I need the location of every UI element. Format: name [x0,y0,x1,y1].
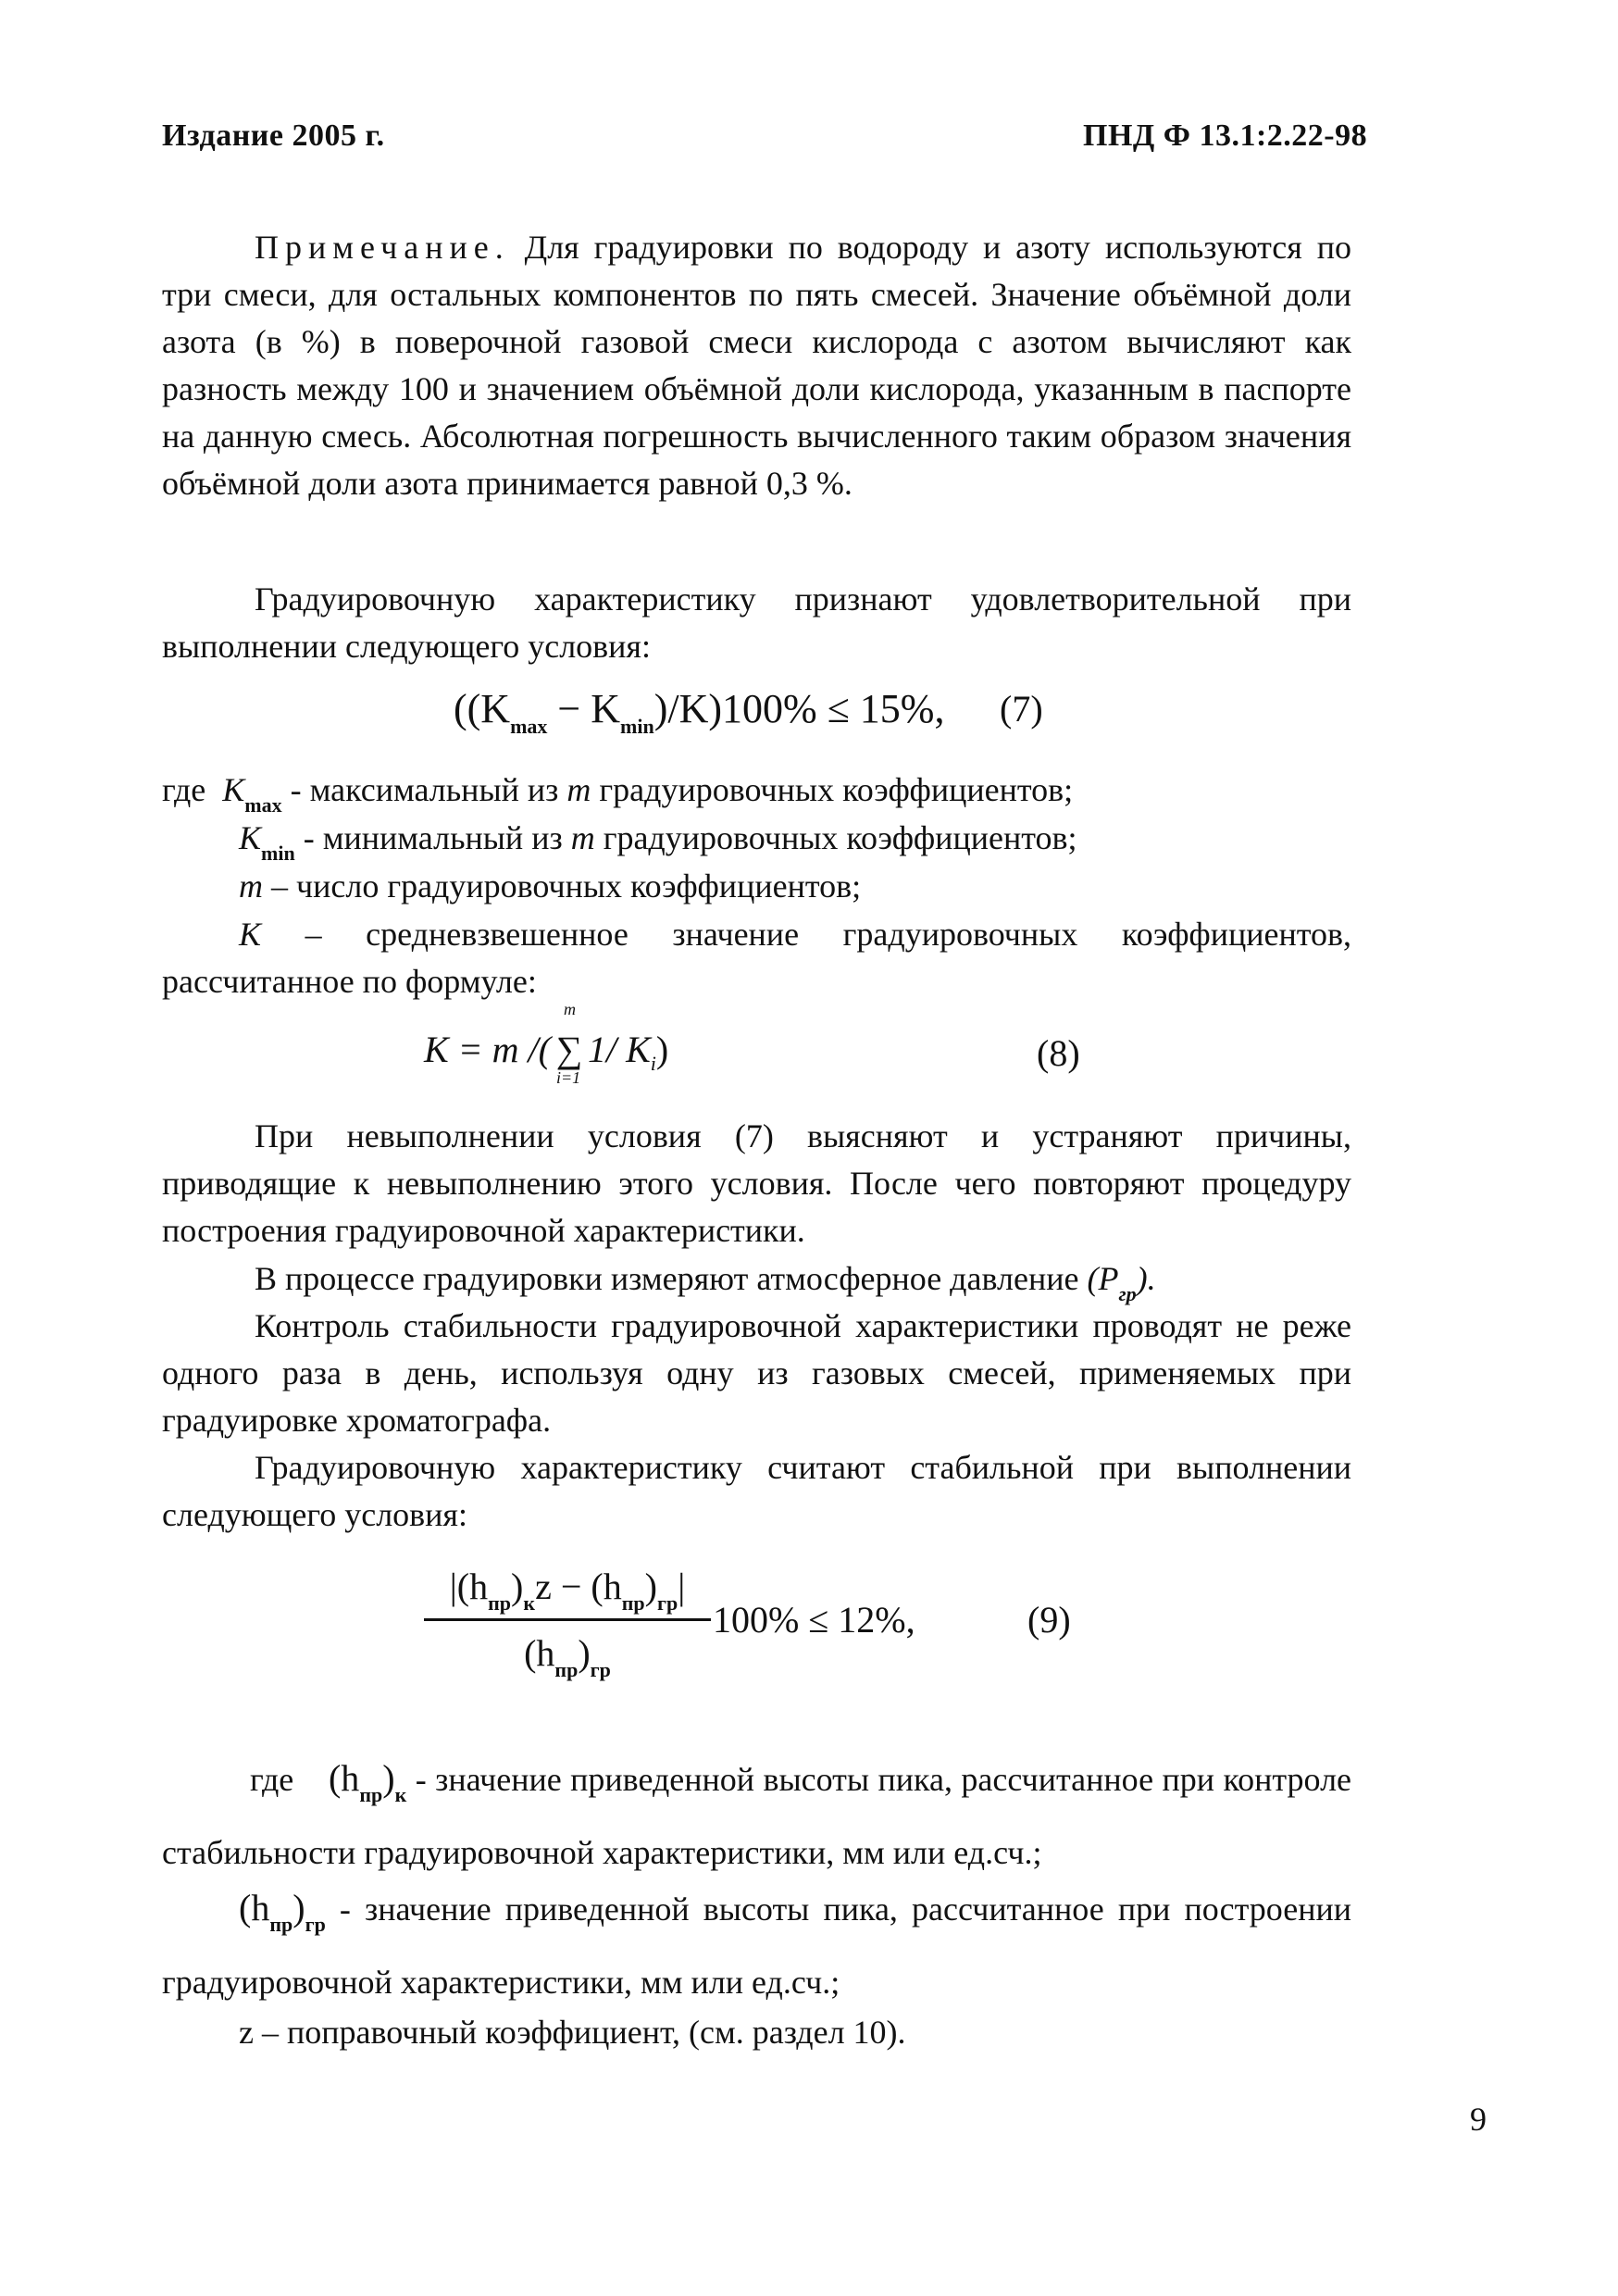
where-m: m – число градуировочных коэффициентов; [239,867,862,905]
equation-7-number: (7) [1000,688,1043,730]
where-kmin: $K_{min}$ - минимальный из m градуировочных коэффициентов; [239,819,1077,865]
where-hk: где $(h_{пр})_к$ - значение приведенной высоты пика, рассчитанное при контроле стабильности градуировочной характеристики, мм или ед.сч.; [162,1757,1352,1871]
fail-paragraph: При невыполнении условия (7) выясняют и устраняют причины, приводящие к невыполнению этого условия. После чего повторяют процедуру построения градуировочной характеристики. [162,1117,1351,1249]
eq9-denominator: $(h_{пр})_{гр}$ [524,1632,611,1681]
stable-paragraph: Градуировочную характеристику считают стабильной при выполнении следующего условия: [162,1449,1351,1533]
equation-7: $((K_{max} - K_{min})/K)100\% \le 15\%$, [454,686,945,738]
where-z: z – поправочный коэффициент, (см. раздел 10). [239,2014,906,2051]
where-k: K – средневзвешенное значение градуировочных коэффициентов, рассчитанное по формуле: [162,916,1351,1000]
note-text: Для градуировки по водороду и азоту используются по три смеси, для остальных компонентов по пять смесей. Значение объёмной доли азота (в %) в поверочной газовой смеси кислорода с азотом вычисляют как разность между 100 и значением объёмной доли кислорода, указанным в паспорте на данную смесь. Абсолютная погрешность вычисленного таким образом значения объёмной доли азота принимается равной 0,3 %. [162,229,1351,502]
where-kmax: где $K_{max}$ - максимальный из m градуировочных коэффициентов; [162,771,1074,817]
where-hg: $(h_{пр})_{гр}$ - значение приведенной высоты пика, рассчитанное при построении градуировочной характеристики, мм или ед.сч.; [162,1887,1352,2001]
equation-8-number: (8) [1037,1032,1080,1074]
equation-8: K = m /( m ∑ i=1 1/ $K_i$) [424,1000,669,1087]
fraction-bar [424,1618,711,1621]
note-label: Примечание. [255,229,510,266]
eq9-rest: 100% ≤ 12%, [713,1599,915,1641]
page-number: 9 [1470,2101,1487,2138]
pressure-paragraph: В процессе градуировки измеряют атмосферное давление $(P_{гр})$. [255,1260,1156,1305]
note-paragraph [162,224,1351,507]
condition-paragraph: Градуировочную характеристику признают удовлетворительной при выполнении следующего условия: [162,580,1351,665]
equation-9-number: (9) [1027,1599,1071,1641]
eq9-numerator: $|(h_{пр})_кz - (h_{пр})_{гр}|$ [449,1566,686,1615]
header-doc-code: ПНД Ф 13.1:2.22-98 [1083,119,1368,153]
sum-symbol: ∑ [555,1029,583,1070]
header-edition: Издание 2005 г. [162,119,385,153]
control-paragraph: Контроль стабильности градуировочной характеристики проводят не реже одного раза в день, используя одну из газовых смесей, применяемых при градуировке хроматографа. [162,1307,1351,1439]
